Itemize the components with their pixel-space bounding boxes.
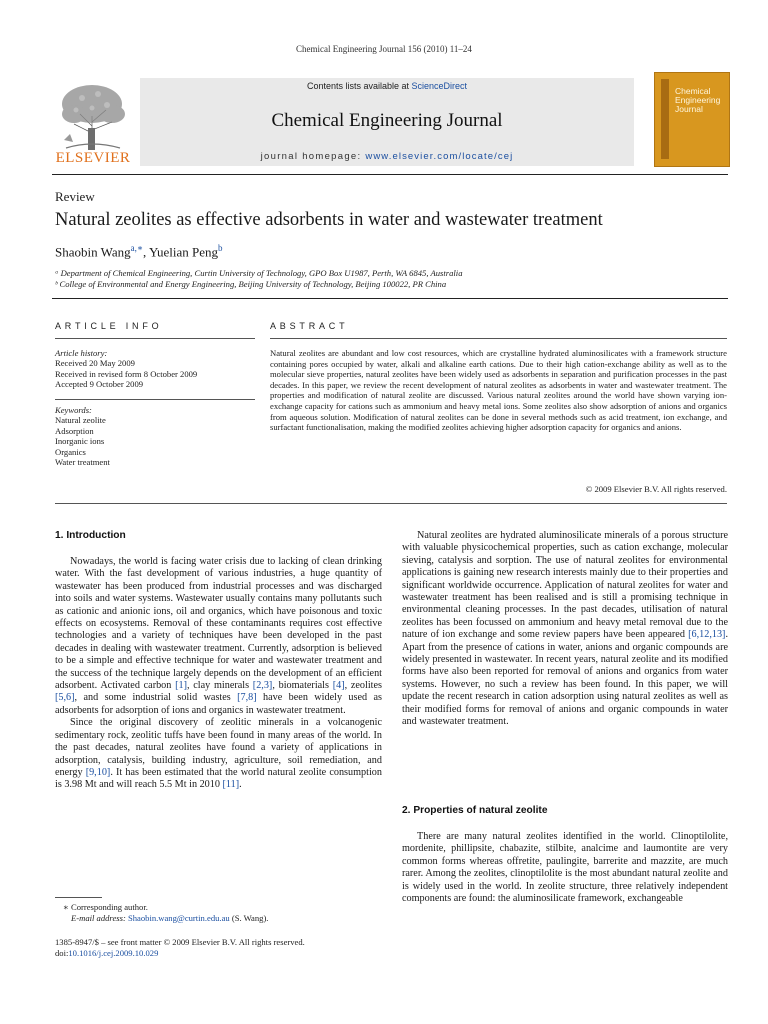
- keyword: Natural zeolite: [55, 415, 106, 426]
- article-history: [55, 348, 255, 390]
- footnote-line: [55, 913, 385, 924]
- abstract-heading: ABSTRACT: [270, 321, 349, 331]
- author-affil-marker[interactable]: b: [218, 243, 223, 253]
- keyword: Inorganic ions: [55, 436, 105, 447]
- homepage-link[interactable]: www.elsevier.com/locate/cej: [365, 151, 514, 162]
- properties-body: [402, 831, 728, 905]
- email-suffix: (S. Wang).: [229, 913, 269, 923]
- journal-citation: Chemical Engineering Journal 156 (2010) 11–24: [296, 44, 472, 54]
- section-heading-introduction: 1. Introduction: [55, 530, 126, 541]
- text-run: Nowadays, the world is facing water crisis due to lacking of clean drinking water. With the fast development of various industries, a huge quantity of wastewater has been produced from industrial processes and was discharged into soils and water systems. Wastewater usually contains many pollutants such as cationic and anionic ions, oil and organics, which have poisonous and toxic effects on ecosystems. Removal of these contaminants requires cost effective technologies and a variety of techniques have been developed in the past decades in dealing with wastewater treatment. Currently, adsorption is believed to be a simple and effective technique for water and wastewater treatment and the success of the technique largely depends on the development of an efficient adsorbent. Activated carbon: [55, 556, 382, 692]
- keyword: Adsorption: [55, 425, 94, 436]
- accepted-date: Accepted 9 October 2009: [55, 379, 144, 390]
- affiliation-rule: [52, 298, 728, 299]
- cover-line: Chemical: [675, 86, 711, 96]
- sciencedirect-link[interactable]: ScienceDirect: [411, 81, 468, 91]
- citation-link[interactable]: [7,8]: [237, 692, 257, 704]
- section-heading-properties: 2. Properties of natural zeolite: [402, 805, 548, 816]
- keywords: [55, 405, 255, 467]
- abstract-text: Natural zeolites are abundant and low cost resources, which are crystalline hydrated aluminosilicates with a framework structure containing pores occupied by water, alkali and alkaline earth cations. Due to their high cation-exchange ability as well as to the molecular sieve properties, natural zeolites have been widely used as adsorbents in separation and purification processes in the past decades. In this paper, we review the recent development of natural zeolites as adsorbents in water and wastewater treatment. The properties and modification of natural zeolite are discussed. Various natural zeolites around the world have shown varying ion-exchange capacity for cations such as ammonium and heavy metal ions. Some zeolites also show adsorption of anions and organics from aqueous solution. Modification of natural zeolites can be done in several methods such as acid treatment, ion exchange, and surfactant functionalisation, making the modified zeolites achieving higher adsorption capacity for organics and anions.: [270, 348, 727, 433]
- text-run: .: [239, 779, 242, 791]
- keyword: Organics: [55, 446, 86, 457]
- author-name[interactable]: Shaobin Wang: [55, 244, 131, 260]
- citation-link[interactable]: [2,3]: [252, 680, 273, 692]
- author-name[interactable]: Yuelian Peng: [149, 244, 219, 260]
- text-run: have been widely used as adsorbents for adsorption of ions and organics in wastewater treatment.: [55, 692, 382, 716]
- text-run: Natural zeolites are hydrated aluminosilicate minerals of a porous structure with valuable physicochemical properties, such as cation exchange, molecular sieving, catalysis and sorption. The use of natural zeolites for environmental applications is gaining new research interests mainly due to their properties and significant worldwide occurrence. Application of natural zeolites for water and wastewater treatment has been realised and is still a promising technique in environmental cleaning processes. In the past decades, utilisation of natural zeolites has been focussed on ammonium and heavy metal removal due to the nature of ion exchange and some review papers have been appeared: [402, 530, 728, 641]
- footnote-line: [55, 902, 385, 913]
- elsevier-logo: [52, 78, 134, 166]
- keywords-rule: [55, 399, 255, 400]
- citation-link[interactable]: [9,10]: [85, 766, 111, 778]
- article-type: Review: [55, 189, 95, 204]
- revised-date: Received in revised form 8 October 2009: [55, 368, 198, 379]
- cover-line: Engineering: [675, 95, 721, 105]
- text-run: . It has been estimated that the world natural zeolite consumption is 3.98 Mt and will reach 5.5 Mt in 2010: [55, 766, 382, 791]
- doi-link[interactable]: 10.1016/j.cej.2009.10.029: [68, 948, 159, 958]
- abstract-rule-bottom: [55, 503, 727, 504]
- homepage-prefix: journal homepage:: [260, 151, 366, 162]
- affiliation-a: ᵃ Department of Chemical Engineering, Curtin University of Technology, GPO Box U1987, Perth, WA 6845, Australia: [55, 268, 463, 278]
- cover-line: Journal: [675, 104, 703, 114]
- keyword: Water treatment: [55, 457, 110, 468]
- cover-stripe: [661, 79, 669, 159]
- affiliation-b: ᵇ College of Environmental and Energy Engineering, Beijing University of Technology, Beijing 100022, PR China: [55, 279, 447, 289]
- doi-line: [55, 948, 385, 959]
- text-run: , and some industrial solid wastes: [74, 692, 238, 704]
- issn-line: 1385-8947/$ – see front matter © 2009 Elsevier B.V. All rights reserved.: [55, 937, 305, 947]
- journal-cover: [654, 72, 730, 167]
- journal-homepage: [140, 151, 634, 162]
- citation-link[interactable]: [6,12,13]: [688, 629, 726, 641]
- article-title: Natural zeolites as effective adsorbents in water and wastewater treatment: [55, 210, 603, 230]
- right-column-body: [402, 530, 728, 729]
- citation-link[interactable]: [5,6]: [55, 692, 75, 704]
- footnote-rule: [55, 897, 102, 898]
- author-separator: ,: [143, 244, 150, 260]
- paragraph: There are many natural zeolites identified in the world. Clinoptilolite, mordenite, phillipsite, chabazite, stilbite, analcime and laumontite are very common forms whereas offretite, paulingite, barrerite and mazzite, are much rarer. Among the zeolites, clinoptilolite is the most abundant natural zeolite and is widely used in the world. In zeolite structure, three relatively independent components are found: the aluminosilicate framework, exchangeable: [402, 831, 728, 905]
- contents-prefix: Contents lists available at: [306, 81, 412, 91]
- abstract-copyright: © 2009 Elsevier B.V. All rights reserved.: [585, 484, 727, 494]
- abstract-rule-top: [270, 338, 727, 339]
- keywords-label: Keywords:: [55, 405, 92, 415]
- article-info-heading: ARTICLE INFO: [55, 321, 163, 331]
- footnote-text: Corresponding author.: [68, 902, 148, 912]
- journal-banner: [140, 78, 634, 166]
- header-rule: [52, 174, 728, 175]
- journal-title: Chemical Engineering Journal: [271, 110, 503, 131]
- text-run: , clay minerals: [187, 680, 253, 692]
- article-info-rule: [55, 338, 255, 339]
- elsevier-wordmark: ELSEVIER: [55, 150, 131, 166]
- text-run: , zeolites: [344, 680, 382, 692]
- email-label: E-mail address:: [71, 913, 128, 923]
- received-date: Received 20 May 2009: [55, 358, 135, 369]
- citation-link[interactable]: [1]: [175, 680, 187, 692]
- front-matter: [55, 937, 385, 959]
- footnote-marker: ∗: [63, 902, 69, 912]
- intro-body: [55, 556, 382, 792]
- text-run: Since the original discovery of zeolitic minerals in a volcanogenic sedimentary rock, zeolitic tuffs have been found in many areas of the world. In the past decades, natural zeolites have found a variety of applications in adsorption, catalysis, building industry, agriculture, soil remediation, and energy: [55, 717, 382, 778]
- text-run: . Apart from the presence of cations in water, anions and organic compounds are widely presented in wastewater. In recent years, natural zeolite and its modified forms have also been reported for removal of anions and organics from water systems. However, no such a review has been found. In this paper, we will update the recent research in cation adsorption using natural zeolites as well as their modified forms for removal of anions and organic compounds in water and wastewater treatment.: [402, 629, 728, 728]
- history-label: Article history:: [55, 348, 108, 358]
- citation-link[interactable]: [11]: [222, 779, 240, 791]
- doi-prefix: doi:: [55, 948, 69, 958]
- author-list: [55, 243, 223, 260]
- author-affil-marker[interactable]: a,∗: [130, 243, 144, 253]
- paragraph: [55, 717, 382, 791]
- contents-available: [140, 81, 634, 91]
- author-email-link[interactable]: Shaobin.wang@curtin.edu.au: [127, 913, 230, 923]
- text-run: , biomaterials: [272, 680, 333, 692]
- paragraph: [55, 556, 382, 717]
- citation-link[interactable]: [4]: [332, 680, 345, 692]
- cover-title: [675, 87, 720, 114]
- corresponding-author-footnote: [55, 902, 385, 924]
- paragraph: [402, 530, 728, 729]
